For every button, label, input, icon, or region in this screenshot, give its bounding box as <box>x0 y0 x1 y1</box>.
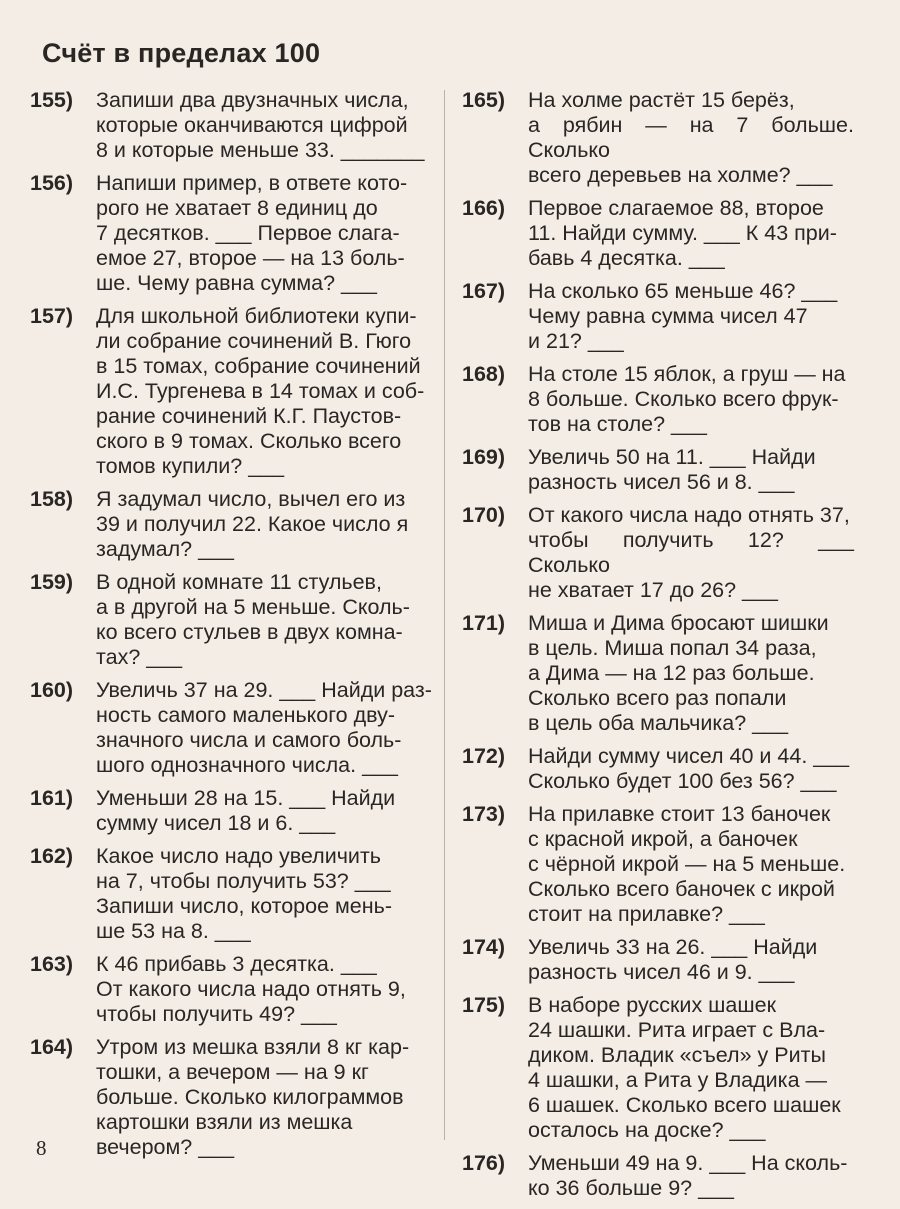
problem-171 <box>462 611 854 736</box>
problem-number: 173) <box>462 802 506 826</box>
problem-173 <box>462 802 854 927</box>
column-divider <box>444 90 445 1140</box>
problem-text: Для школьной библиотеки купи- ли собрание сочинений В. Гюго в 15 томах, собрание сочинений И.С. Тургенева в 14 томах и соб- рание сочинений К.Г. Паустов- ского в 9 томах. Сколько всего томов купили? ___ <box>96 304 425 478</box>
problem-167 <box>462 279 854 354</box>
problem-number: 166) <box>462 196 506 220</box>
problem-172 <box>462 744 854 794</box>
problem-number: 161) <box>30 786 74 810</box>
problem-number: 170) <box>462 503 506 527</box>
problem-number: 172) <box>462 744 506 768</box>
problem-text: Увеличь 50 на 11. ___ Найди разность чисел 56 и 8. ___ <box>528 445 816 494</box>
problem-text: На столе 15 яблок, а груш — на 8 больше. Сколько всего фрук- тов на столе? ___ <box>528 362 846 436</box>
problem-176 <box>462 1151 854 1201</box>
problem-158 <box>30 487 432 562</box>
problem-text: Миша и Дима бросают шишки в цель. Миша попал 34 раза, а Дима — на 12 раз больше. Сколько всего раз попали в цель оба мальчика? ___ <box>528 611 829 735</box>
problem-number: 160) <box>30 678 74 702</box>
problem-text: Я задумал число, вычел его из 39 и получил 22. Какое число я задумал? ___ <box>96 487 409 561</box>
problem-156 <box>30 171 432 296</box>
problem-text: Увеличь 37 на 29. ___ Найди раз- ность самого маленького дву- значного числа и самого боль- шого однозначного числа. ___ <box>96 678 432 777</box>
problem-number: 167) <box>462 279 506 303</box>
page-title: Счёт в пределах 100 <box>42 38 321 68</box>
problem-160 <box>30 678 432 778</box>
problem-number: 159) <box>30 570 74 594</box>
problem-174 <box>462 935 854 985</box>
problem-163 <box>30 952 432 1027</box>
problem-text: В одной комнате 11 стульев, а в другой на 5 меньше. Сколь- ко всего стульев в двух комна- тах? ___ <box>96 570 410 669</box>
problem-168 <box>462 362 854 437</box>
problem-text: В наборе русских шашек 24 шашки. Рита играет с Вла- диком. Владик «съел» у Риты 4 шашки, а Рита у Владика — 6 шашек. Сколько всего шашек осталось на доске? ___ <box>528 993 841 1142</box>
problem-number: 162) <box>30 844 74 868</box>
problem-number: 176) <box>462 1151 506 1175</box>
problem-text: Уменьши 28 на 15. ___ Найди сумму чисел 18 и 6. ___ <box>96 786 396 835</box>
problem-number: 174) <box>462 935 506 959</box>
problem-number: 163) <box>30 952 74 976</box>
page-number: 8 <box>36 1136 47 1160</box>
problem-170 <box>462 503 854 603</box>
problem-text: Утром из мешка взяли 8 кг кар- тошки, а вечером — на 9 кг больше. Сколько килограммов картошки взяли из мешка вечером? ___ <box>96 1035 410 1159</box>
problem-text: Первое слагаемое 88, второе 11. Найди сумму. ___ К 43 при- бавь 4 десятка. ___ <box>528 196 837 270</box>
problem-text: К 46 прибавь 3 десятка. ___ От какого числа надо отнять 9, чтобы получить 49? ___ <box>96 952 406 1026</box>
problem-text: На прилавке стоит 13 баночек с красной икрой, а баночек с чёрной икрой — на 5 меньше. Сколько всего баночек с икрой стоит на прилавке? ___ <box>528 802 846 926</box>
problem-text: Запиши два двузначных числа, которые оканчиваются цифрой 8 и которые меньше 33. _______ <box>96 88 425 162</box>
right-column <box>462 88 854 1209</box>
problem-175 <box>462 993 854 1143</box>
problem-number: 165) <box>462 88 506 112</box>
problem-155 <box>30 88 432 163</box>
problem-169 <box>462 445 854 495</box>
problem-159 <box>30 570 432 670</box>
problem-text: Напиши пример, в ответе кото- рого не хватает 8 единиц до 7 десятков. ___ Первое слага- емое 27, второе — на 13 боль- ше. Чему равна сумма? ___ <box>96 171 408 295</box>
problem-text: Найди сумму чисел 40 и 44. ___ Сколько будет 100 без 56? ___ <box>528 744 850 793</box>
problem-157 <box>30 304 432 479</box>
problem-162 <box>30 844 432 944</box>
problem-161 <box>30 786 432 836</box>
problem-number: 169) <box>462 445 506 469</box>
problem-number: 158) <box>30 487 74 511</box>
problem-165 <box>462 88 854 188</box>
problem-text: От какого числа надо отнять 37, чтобы получить 12? ___ Сколько не хватает 17 до 26? ___ <box>528 503 854 602</box>
problem-number: 175) <box>462 993 506 1017</box>
problem-number: 156) <box>30 171 74 195</box>
problem-text: Уменьши 49 на 9. ___ На сколь- ко 36 больше 9? ___ <box>528 1151 848 1200</box>
left-column <box>30 88 432 1168</box>
problem-164 <box>30 1035 432 1160</box>
problem-number: 157) <box>30 304 74 328</box>
problem-text: На сколько 65 меньше 46? ___ Чему равна сумма чисел 47 и 21? ___ <box>528 279 838 353</box>
problem-166 <box>462 196 854 271</box>
problem-text: Какое число надо увеличить на 7, чтобы получить 53? ___ Запиши число, которое мень- ше 53 на 8. ___ <box>96 844 392 943</box>
problem-text: На холме растёт 15 берёз, а рябин — на 7 больше. Сколько всего деревьев на холме? ___ <box>528 88 854 187</box>
problem-number: 168) <box>462 362 506 386</box>
problem-number: 155) <box>30 88 74 112</box>
problem-number: 171) <box>462 611 506 635</box>
problem-text: Увеличь 33 на 26. ___ Найди разность чисел 46 и 9. ___ <box>528 935 818 984</box>
problem-number: 164) <box>30 1035 74 1059</box>
